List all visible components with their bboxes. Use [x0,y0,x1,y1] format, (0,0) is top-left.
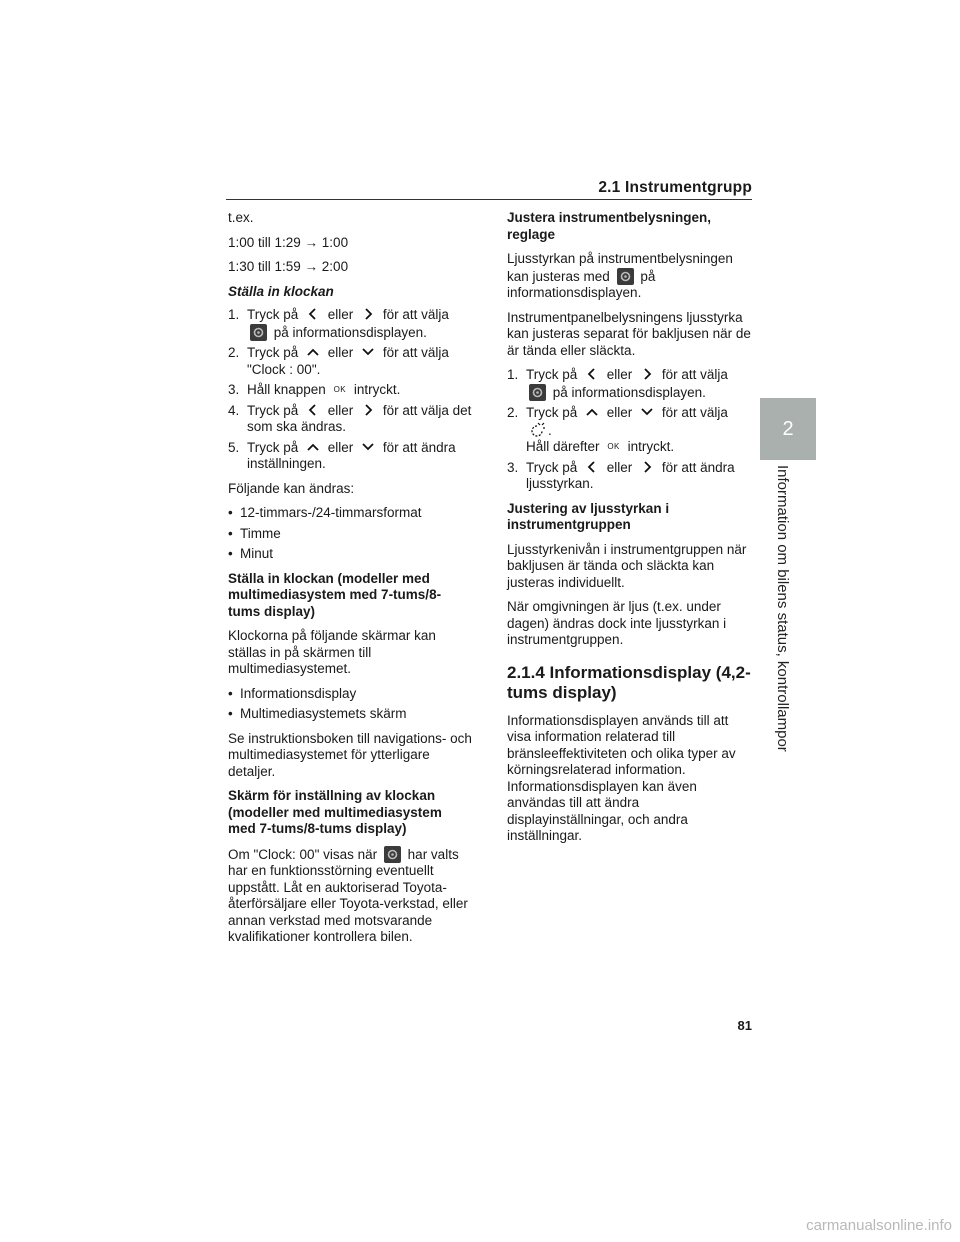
chevron-right-icon [360,307,376,321]
chevron-up-icon [305,345,321,359]
example-line-2: 1:30 till 1:59 → 2:00 [228,259,349,274]
lighting-steps [507,367,752,493]
adjust-lighting-heading: Justera instrumentbelysningen, reglage [507,210,712,242]
chevron-left-icon [584,367,600,381]
chapter-number-tab: 2 [760,398,816,460]
ok-button-icon: OK [333,385,347,394]
set-clock-steps [228,307,473,473]
chapter-title-vertical: Information om bilens status, kontrollampor [774,465,791,752]
multimedia-clock-heading: Ställa in klockan (modeller med multimediasystem med 7-tums/8-tums display) [228,570,442,619]
brightness-heading: Justering av ljusstyrkan i instrumentgruppen [507,500,670,532]
watermark: carmanualsonline.info [806,1217,952,1234]
chevron-right-icon [639,367,655,381]
list-item: • Minut [228,546,473,563]
step-4: 4. Tryck på eller för att välja det som ska ändras. [228,402,472,434]
chevron-up-icon [305,440,321,454]
step-1: 1. Tryck på eller för att välja på informationsdisplayen. [507,367,728,400]
header-divider [226,199,752,200]
settings-gear-icon [384,846,401,863]
section-title: 2.1 Instrumentgrupp [598,179,752,196]
settings-gear-icon [529,384,546,401]
chevron-down-icon [360,440,376,454]
chevron-right-icon [360,403,376,417]
step-1: 1. Tryck på eller för att välja på informationsdisplayen. [228,307,449,340]
example-line-1: 1:00 till 1:29 → 1:00 [228,234,349,250]
brightness-text: Ljusstyrkenivån i instrumentgruppen när bakljusen är tända och släckta kan justeras individuellt. [507,541,747,590]
bright-environment-text: När omgivningen är ljus (t.ex. under dagen) ändras dock inte ljusstyrkan i instrumentgruppen. [507,599,727,647]
list-item: • Informationsdisplay [228,686,473,703]
settings-gear-icon [250,324,267,341]
chevron-left-icon [305,403,321,417]
separate-adjust-text: Instrumentpanelbelysningens ljusstyrka kan justeras separat för bakljusen när de är tända eller släckta. [507,309,751,358]
example-label: t.ex. [228,210,254,225]
list-item: • Multimediasystemets skärm [228,706,473,723]
chevron-down-icon [360,345,376,359]
multimedia-reference: Se instruktionsboken till navigations- och multimediasystemet för ytterligare detaljer. [228,730,472,779]
changeable-intro: Följande kan ändras: [228,480,355,496]
multimedia-clock-text: Klockorna på följande skärmar kan ställas in på skärmen till multimediasystemet. [228,628,436,676]
settings-gear-icon [617,268,634,285]
step-3: 3. Håll knappen OK intryckt. [228,382,401,397]
chevron-left-icon [305,307,321,321]
chevron-up-icon [584,405,600,419]
step-5: 5. Tryck på eller för att ändra inställningen. [228,439,456,471]
step-2: 2. Tryck på eller för att välja "Clock : 00". [228,345,449,377]
clock-screen-heading: Skärm för inställning av klockan (modeller med multimediasystem med 7-tums/8-tums display) [228,788,442,836]
page-number: 81 [737,1018,752,1033]
step-2: 2. Tryck på eller för att välja . Håll därefter OK intryckt. [507,405,728,454]
list-item: • Timme [228,526,473,543]
left-column [228,210,473,954]
brightness-icon [528,422,546,438]
clock-screen-text: Om "Clock: 00" visas när har valts har en funktionsstörning eventuellt uppstått. Låt en auktoriserad Toyota-återförsäljare eller Toyota-verkstad, eller annan verkstad med motsvarande kvalifikationer kontrollera bilen. [228,846,468,944]
chevron-right-icon [639,460,655,474]
right-column [507,210,752,853]
step-3: 3. Tryck på eller för att ändra ljusstyrkan. [507,459,735,491]
info-display-text: Informationsdisplayen används till att visa information relaterad till bränsleeffektiviteten och olika typer av körningsrelaterad information. Informationsdisplayen kan även användas till att ändra displayinställningar, och andra inställningar. [507,712,736,843]
list-item: • 12-timmars-/24-timmarsformat [228,505,473,522]
adjust-lighting-text: Ljusstyrkan på instrumentbelysningen kan justeras med på informationsdisplayen. [507,251,733,300]
chevron-down-icon [639,405,655,419]
ok-button-icon: OK [607,442,620,451]
set-clock-heading: Ställa in klockan [228,283,334,299]
chevron-left-icon [584,460,600,474]
multimedia-screens-list [228,686,473,723]
info-display-heading: 2.1.4 Informationsdisplay (4,2-tums display) [507,662,751,702]
changeable-list [228,505,473,563]
